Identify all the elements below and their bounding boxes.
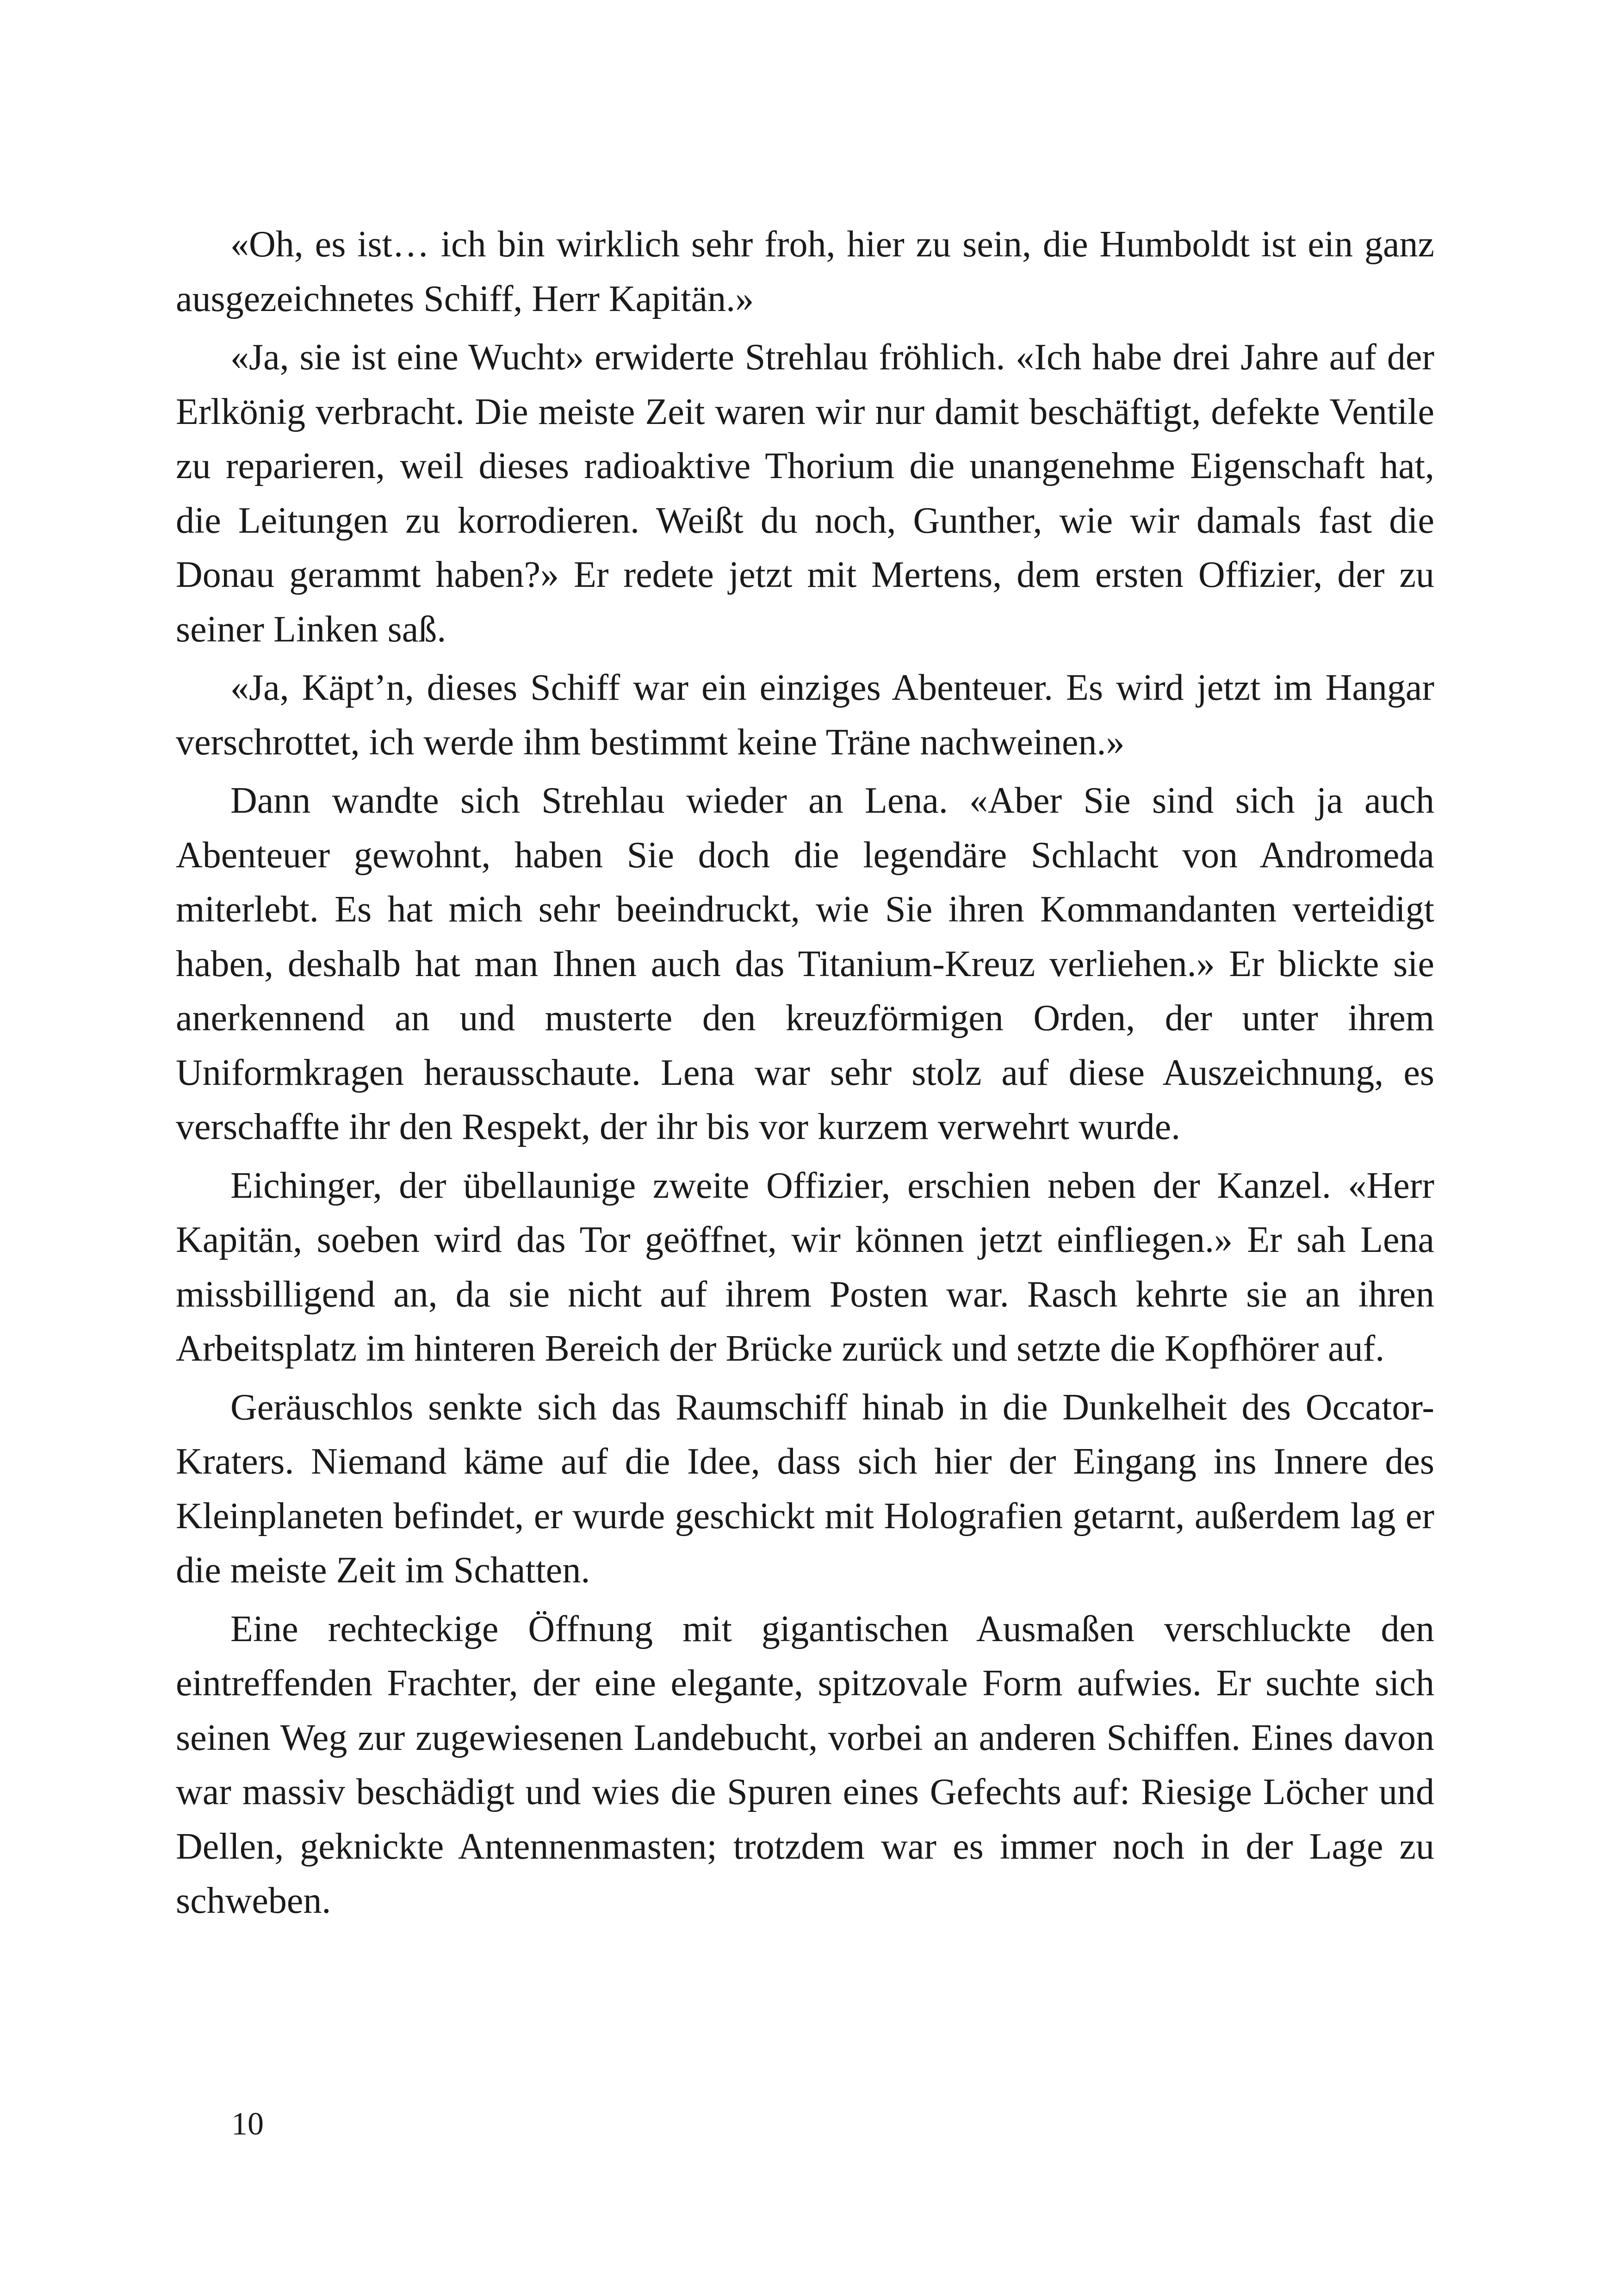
paragraph-3: «Ja, Käpt’n, dieses Schiff war ein einziges Abenteuer. Es wird jetzt im Hangar verschrottet, ich werde ihm bestimmt keine Träne nachweinen.»	[176, 667, 1434, 763]
paragraph-7: Eine rechteckige Öffnung mit gigantischen Ausmaßen verschluckte den eintreffenden Frachter, der eine elegante, spitzovale Form aufwies. Er suchte sich seinen Weg zur zugewiesenen Landebucht, vorbei an anderen Schiffen. Eines davon war massiv beschädigt und wies die Spuren eines Gefechts auf: Riesige Löcher und Dellen, geknickte Antennenmasten; trotzdem war es immer noch in der Lage zu schweben.	[176, 1608, 1434, 1921]
paragraph-6: Geräuschlos senkte sich das Raumschiff hinab in die Dunkelheit des Occator-Kraters. Niemand käme auf die Idee, dass sich hier der Eingang ins Innere des Kleinplaneten befindet, er wurde geschickt mit Holografien getarnt, außerdem lag er die meiste Zeit im Schatten.	[176, 1387, 1434, 1591]
body-text	[176, 218, 1434, 1929]
paragraph-1: «Oh, es ist… ich bin wirklich sehr froh, hier zu sein, die Humboldt ist ein ganz ausgezeichnetes Schiff, Herr Kapitän.»	[176, 224, 1434, 319]
page-number: 10	[231, 2106, 264, 2142]
paragraph-5: Eichinger, der übellaunige zweite Offizier, erschien neben der Kanzel. «Herr Kapitän, soeben wird das Tor geöffnet, wir können jetzt einfliegen.» Er sah Lena missbilligend an, da sie nicht auf ihrem Posten war. Rasch kehrte sie an ihren Arbeitsplatz im hinteren Bereich der Brücke zurück und setzte die Kopfhörer auf.	[176, 1165, 1434, 1369]
paragraph-4: Dann wandte sich Strehlau wieder an Lena. «Aber Sie sind sich ja auch Abenteuer gewohnt, haben Sie doch die legendäre Schlacht von Andromeda miterlebt. Es hat mich sehr beeindruckt, wie Sie ihren Kommandanten verteidigt haben, deshalb hat man Ihnen auch das Titanium-Kreuz verliehen.» Er blickte sie anerkennend an und musterte den kreuzförmigen Orden, der unter ihrem Uniformkragen herausschaute. Lena war sehr stolz auf diese Auszeichnung, es verschaffte ihr den Respekt, der ihr bis vor kurzem verwehrt wurde.	[176, 780, 1434, 1147]
paragraph-2: «Ja, sie ist eine Wucht» erwiderte Strehlau fröhlich. «Ich habe drei Jahre auf der Erlkönig verbracht. Die meiste Zeit waren wir nur damit beschäftigt, defekte Ventile zu reparieren, weil dieses radioaktive Thorium die unangenehme Eigenschaft hat, die Leitungen zu korrodieren. Weißt du noch, Gunther, wie wir damals fast die Donau gerammt haben?» Er redete jetzt mit Mertens, dem ersten Offizier, der zu seiner Linken saß.	[176, 337, 1434, 650]
